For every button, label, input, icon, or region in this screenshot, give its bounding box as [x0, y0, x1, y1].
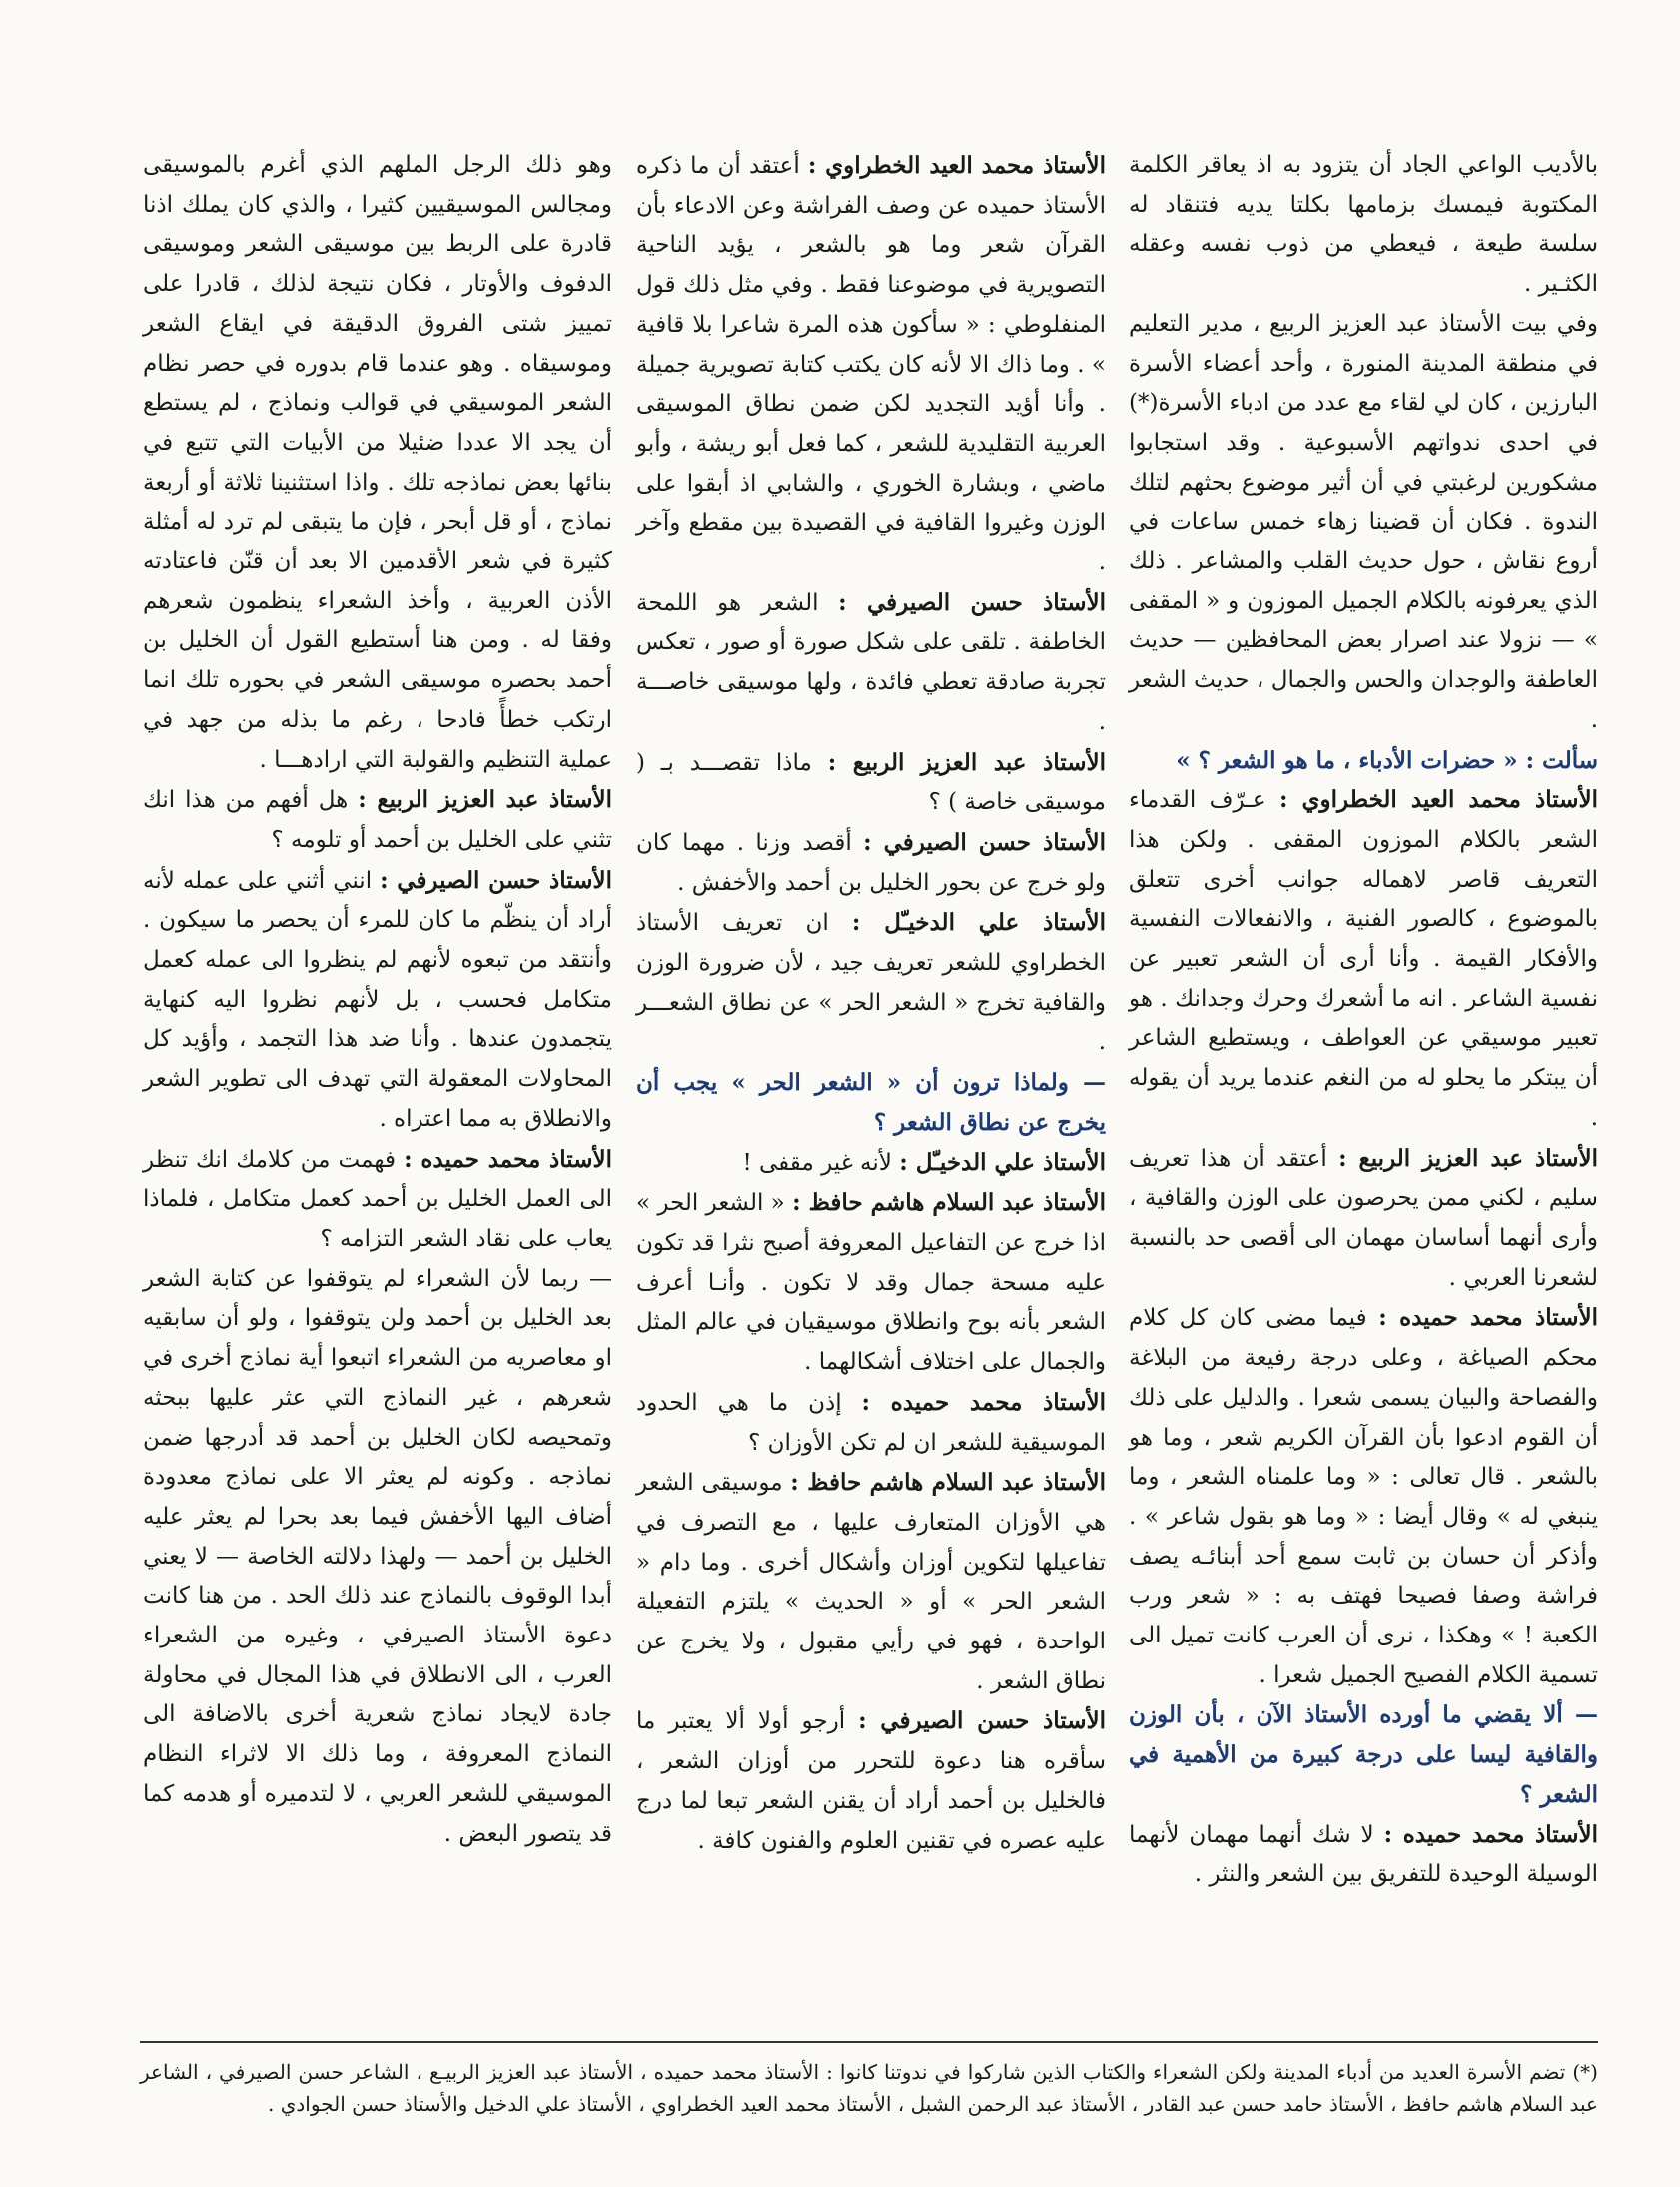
column-right [1129, 146, 1598, 1895]
speaker-name: الأستاذ محمد حميده : [861, 1388, 1106, 1416]
speech-text: انني أثني على عمله لأنه أراد أن ينظّم ما كان للمرء أن يحصر ما سيكون . وأنتقد من تبعوه لأنهم لم ينظروا الى عمله كعمل متكامل فحسب ، بل لأنهم نظروا اليه كنهاية يتجمدون عندها . وأنا ضد هذا التجمد ، وأؤيد كل المحاولات المعقولة التي تهدف الى تطوير الشعر والانطلاق به مما اعتراه . [143, 867, 612, 1132]
speaker-name: الأستاذ حسن الصيرفي : [380, 866, 612, 894]
speaker-name: الأستاذ عبد السلام هاشم حافظ : [790, 1469, 1107, 1497]
speech-paragraph [1129, 1815, 1598, 1895]
speaker-name: الأستاذ حسن الصيرفي : [838, 588, 1106, 616]
speech-paragraph [1129, 1139, 1598, 1299]
footnote: (*) تضم الأسرة العديد من أدباء المدينة ولكن الشعراء والكتاب الذين شاركوا في ندوتنا كانوا : الأستاذ محمد حميده ، الأستاذ عبد العزيز الربيـع ، الشاعر حسن الصيرفي ، الشاعر عبد السلام هاشم حافظ ، الأستاذ حامد حسن عبد القادر ، الأستاذ عبد الرحمن الشبل ، الأستاذ محمد العيد الخطراوي ، الأستاذ علي الدخيل والأستاذ حسن الجوادي . [140, 2060, 1598, 2116]
speech-text: أقصد وزنا . مهما كان ولو خرج عن بحور الخليل بن أحمد والأخفش . [636, 829, 1106, 896]
speech-text: الشعر هو اللمحة الخاطفة . تلقى على شكل صورة أو صور ، تعكس تجربة صادقة تعطي فائدة ، ولها موسيقى خاصـــة . [636, 589, 1106, 735]
speech-text: ان تعريف الأستاذ الخطراوي للشعر تعريف جيد ، لأن ضرورة الوزن والقافية تخرج « الشعر الحر » عن نطاق الشعـــر . [636, 910, 1106, 1056]
speech-text: أعتقد أن ما ذكره الأستاذ حميده عن وصف الفراشة وعن الادعاء بأن القرآن شعر وما هو بالشعر ، يؤيد الناحية التصويرية في موضوعنا فقط . وفي مثل ذلك قول المنفلوطي : « سأكون هذه المرة شاعرا بلا قافية » . وما ذاك الا لأنه كان يكتب كتابة تصويرية جميلة . وأنا أؤيد التجديد لكن ضمن نطاق الموسيقى العربية التقليدية للشعر ، كما فعل أبو ريشة ، وأبو ماضي ، وبشارة الخوري ، والشابي اذ أبقوا على الوزن وغيروا القافية في القصيدة بين مقطع وآخر . [636, 153, 1106, 576]
speech-text: أرجو أولا ألا يعتبر ما سأقره هنا دعوة للتحرر من أوزان الشعر ، فالخليل بن أحمد أراد أن يقنن الشعر تبعا لما درج عليه عصره في تقنين العلوم والفنون كافة . [636, 1708, 1106, 1854]
speech-paragraph [636, 1701, 1106, 1861]
speech-text: فهمت من كلامك انك تنظر الى العمل الخليل بن أحمد كعمل متكامل ، فلماذا يعاب على نقاد الشعر التزامه ؟ [143, 1146, 612, 1252]
speaker-name: الأستاذ عبد السلام هاشم حافظ : [792, 1189, 1107, 1217]
speech-paragraph [143, 780, 612, 860]
question: — ألا يقضي ما أورده الأستاذ الآن ، بأن الوزن والقافية ليسا على درجة كبيرة من الأهمية في الشعر ؟ [1129, 1701, 1598, 1808]
footnote-divider [140, 2041, 1598, 2043]
speaker-name: الأستاذ محمد حميده : [1383, 1820, 1598, 1848]
speech-text: هل أفهم من هذا انك تثني على الخليل بن أحمد أو تلومه ؟ [143, 787, 612, 853]
speaker-name: الأستاذ محمد حميده : [404, 1145, 612, 1173]
speaker-name: الأستاذ محمد حميده : [1378, 1304, 1598, 1332]
body-paragraph: — ربما لأن الشعراء لم يتوقفوا عن كتابة الشعر بعد الخليل بن أحمد ولن يتوقفوا ، ولو أن سابقيه او معاصريه من الشعراء اتبعوا أية نماذج أخرى في شعرهم ، غير النماذج التي عثر عليها ببحثه وتمحيصه لكان الخليل بن أحمد قد أدرجها ضمن نماذجه . وكونه لم يعثر الا على نماذج معدودة أضاف اليها الأخفش فيما بعد بحرا لم يعثر عليه الخليل بن أحمد — ولهذا دلالته الخاصة — لا يعني أبدا الوقوف بالنماذج عند ذلك الحد . من هنا كانت دعوة الأستاذ الصيرفي ، وغيره من الشعراء العرب ، الى الانطلاق في هذا المجال في محاولة جادة لايجاد نماذج شعرية أخرى بالاضافة الى النماذج المعروفة ، وما ذلك الا لاثراء النظام الموسيقي للشعر العربي ، لا لتدميره أو هدمه كما قد يتصور البعض . [143, 1265, 612, 1847]
speech-paragraph [636, 1383, 1106, 1463]
speech-paragraph [636, 903, 1106, 1063]
speech-paragraph [143, 861, 612, 1140]
speech-text: لا شك أنهما مهمان لأنهما الوسيلة الوحيدة للتفريق بين الشعر والنثر . [1129, 1821, 1598, 1888]
speaker-name: الأستاذ محمد العيد الخطراوي : [807, 152, 1106, 179]
body-paragraph: وهو ذلك الرجل الملهم الذي أغرم بالموسيقى ومجالس الموسيقيين كثيرا ، والذي كان يملك اذنا قادرة على الربط بين موسيقى الشعر وموسيقى الدفوف والأوتار ، فكان نتيجة لذلك ، قادرا على تمييز شتى الفروق الدقيقة في ايقاع الشعر وموسيقاه . وهو عندما قام بدوره في حصر نظام الشعر الموسيقي في قوالب ونماذج ، لم يستطع أن يجد الا عددا ضئيلا من الأبيات التي تتبع في بنائها بعض نماذجه تلك . واذا استثنينا ثلاثة أو أربعة نماذج ، أو قل أبحر ، فإن ما يتبقى لم ترد له أمثلة كثيرة في شعر الأقدمين الا بعد أن قنّن فاعتادته الأذن العربية ، وأخذ الشعراء ينظمون شعرهم وفقا له . ومن هنا أستطيع القول أن الخليل بن أحمد بحصره موسيقى الشعر في بحوره تلك انما ارتكب خطأً فادحا ، رغم ما بذله من جهد في عملية التنظيم والقولبة التي ارادهـــا . [143, 152, 612, 773]
speaker-name: الأستاذ عبد العزيز الربيع : [827, 748, 1106, 776]
speech-text: أعتقد أن هذا تعريف سليم ، لكني ممن يحرصون على الوزن والقافية ، وأرى أنهما أساسان مهمان الى أقصى حد بالنسبة لشعرنا العربي . [1129, 1145, 1598, 1291]
column-left [143, 146, 612, 1854]
speech-paragraph [143, 1140, 612, 1260]
speech-paragraph [1129, 780, 1598, 1138]
speech-paragraph [636, 1143, 1106, 1184]
speech-text: عـرّف القدماء الشعر بالكلام الموزون المقفى . ولكن هذا التعريف قاصر لاهماله جوانب أخرى تتعلق بالموضوع ، كالصور الفنية ، والانفعالات النفسية والأفكار القيمة . وأنا أرى أن الشعر تعبير عن نفسية الشاعر . انه ما أشعرك وحرك وجدانك . هو تعبير موسيقي عن العواطف ، ويستطيع الشاعر أن يبتكر ما يحلو له من النغم عندما يريد أن يقوله . [1129, 787, 1598, 1131]
speech-paragraph [636, 583, 1106, 743]
body-paragraph: بالأديب الواعي الجاد أن يتزود به اذ يعاقر الكلمة المكتوبة فيمسك بزمامها بكلتا يديه فتنقاد له سلسة طيعة ، فيعطي من ذوب نفسه وعقله الكثـير . [1129, 152, 1598, 298]
speech-text: لأنه غير مقفى ! [742, 1149, 892, 1176]
speech-paragraph [636, 743, 1106, 823]
speaker-name: الأستاذ حسن الصيرفي : [863, 828, 1107, 856]
speech-text: « الشعر الحر » اذا خرج عن التفاعيل المعروفة أصبح نثرا قد تكون عليه مسحة جمال وقد لا تكون . وأنـا أعرف الشعر بأنه بوح وانطلاق موسيقيان في عالم المثل والجمال على اختلاف أشكالهما . [636, 1190, 1106, 1376]
speech-paragraph [1129, 1298, 1598, 1695]
question: سألت : « حضرات الأدباء ، ما هو الشعر ؟ » [1176, 746, 1598, 774]
speech-paragraph [636, 1183, 1106, 1383]
speaker-name: الأستاذ علي الدخيـّل : [851, 909, 1106, 937]
speech-text: إذن ما هي الحدود الموسيقية للشعر ان لم تكن الأوزان ؟ [636, 1389, 1106, 1456]
body-paragraph: وفي بيت الأستاذ عبد العزيز الربيع ، مدير التعليم في منطقة المدينة المنورة ، وأحد أعضاء الأسرة البارزين ، كان لي لقاء مع عدد من ادباء الأسرة(*) في احدى ندواتهم الأسبوعية . وقد استجابوا مشكورين لرغبتي في أن أثير موضوع بحثهم لتلك الندوة . فكان أن قضينا زهاء خمس ساعات في أروع نقاش ، حول حديث القلب والمشاعر . ذلك الذي يعرفونه بالكلام الجميل الموزون و « المقفى » — نزولا عند اصرار بعض المحافظين — حديث العاطفة والوجدان والحس والجمال ، حديث الشعر . [1129, 310, 1598, 733]
speaker-name: الأستاذ محمد العيد الخطراوي : [1278, 786, 1598, 814]
speaker-name: الأستاذ حسن الصيرفي : [858, 1707, 1107, 1735]
speaker-name: الأستاذ علي الدخيـّل : [899, 1148, 1106, 1176]
speech-text: موسيقى الشعر هي الأوزان المتعارف عليها ، مع التصرف في تفاعيلها لتكوين أوزان وأشكال أخرى . وما دام « الشعر الحر » أو « الحديث » يلتزم التفعيلة الواحدة ، فهو في رأيي مقبول ، ولا يخرج عن نطاق الشعر . [636, 1470, 1106, 1694]
column-middle [636, 146, 1106, 1861]
question: — ولماذا ترون أن « الشعر الحر » يجب أن يخرج عن نطاق الشعر ؟ [636, 1069, 1106, 1136]
speaker-name: الأستاذ عبد العزيز الربيع : [358, 786, 612, 814]
speech-paragraph [636, 823, 1106, 903]
speech-paragraph [636, 146, 1106, 583]
speech-text: ماذا تقصـــد بـ ( موسيقى خاصة ) ؟ [636, 749, 1106, 816]
speech-paragraph [636, 1463, 1106, 1701]
speaker-name: الأستاذ عبد العزيز الربيع : [1338, 1144, 1599, 1172]
speech-text: فيما مضى كان كل كلام محكم الصياغة ، وعلى درجة رفيعة من البلاغة والفصاحة والبيان يسمى شعرا . والدليل على ذلك أن القوم ادعوا بأن القرآن الكريم شعر ، وما هو بالشعر . قال تعالى : « وما علمناه الشعر ، وما ينبغي له » وقال أيضا : « وما هو بقول شاعر » . وأذكر أن حسان بن ثابت سمع أحد أبنائـه يصف فراشة وصفا فصيحا فهتف به : « شعر ورب الكعبة ! » وهكذا ، نرى أن العرب كانت تميل الى تسمية الكلام الفصيح الجميل شعرا . [1129, 1305, 1598, 1688]
